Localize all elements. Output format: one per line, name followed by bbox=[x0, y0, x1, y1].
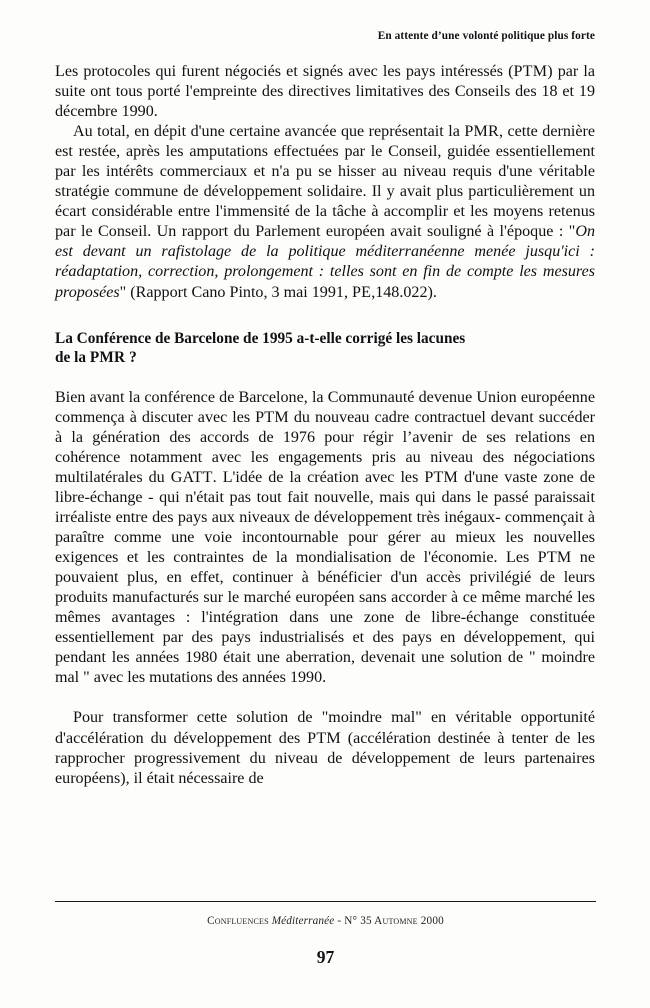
paragraph-au-total-text-3: " (Rapport Cano Pinto, 3 mai 1991, bbox=[119, 283, 352, 301]
paragraph-pour-transformer bbox=[55, 708, 595, 788]
paragraph-pour-transformer-text-2: (accélération destinée à tenter de les rapprocher progressivement du niveau de développement de leurs partenaires européens), il était nécessaire de bbox=[55, 729, 595, 787]
paragraph-protocols-text-1: Les protocoles qui furent négociés et signés avec les pays intéressés ( bbox=[55, 63, 514, 80]
running-head: En attente d’une volonté politique plus forte bbox=[377, 30, 595, 42]
paragraph-bien-avant-text-1: Bien avant la conférence de Barcelone, la Communauté devenue Union européenne commença à discuter avec les bbox=[55, 388, 595, 426]
paragraph-au-total bbox=[55, 122, 595, 302]
paragraph-bien-avant-text-2: du nouveau cadre contractuel devant succéder à la génération des accords de 1976 pour régir l’avenir de ses relations en cohérence notamment avec les engagements pris au niveau des négociations multilatérales du bbox=[55, 408, 595, 486]
abbr-pmr: PMR bbox=[464, 123, 499, 141]
paragraph-protocols-text-2: ) par la suite ont tous porté l'empreinte des directives limitatives des Conseils des 18 et 19 décembre 1990. bbox=[55, 63, 595, 121]
abbr-ptm-4: PTM bbox=[307, 729, 341, 747]
page-number: 97 bbox=[316, 947, 335, 967]
section-heading-line-2-suffix: ? bbox=[125, 349, 137, 367]
quotation-cano-pinto: On est devant un rafistolage de la politique méditerranéenne menée jusqu'ici : réadaptation, correction, prolongement : telles sont en fin de compte les mesures proposées bbox=[55, 223, 595, 301]
abbr-ptm-1: PTM bbox=[255, 408, 289, 426]
paragraph-pour-transformer-text-1: Pour transformer cette solution de "moindre mal" en véritable opportunité d'accélération du développement des bbox=[55, 709, 595, 747]
paragraph-protocols bbox=[55, 62, 595, 122]
footer-citation bbox=[55, 915, 596, 928]
abbr-ptm-3: PTM bbox=[537, 549, 572, 567]
paragraph-au-total-text-1: Au total, en dépit d'une certaine avancée que représentait la bbox=[73, 123, 465, 141]
section-heading-line-2-prefix: de la bbox=[55, 349, 90, 367]
paragraph-bien-avant-text-3: . L'idée de la création avec les bbox=[212, 468, 425, 486]
abbr-ptm: PTM bbox=[513, 63, 548, 80]
paragraph-au-total-text-2: , cette dernière est restée, après les amputations effectuées par le Conseil, guidée essentiellement par les intérêts commerciaux et n'a pu se hisser au niveau requis d'une véritable stratégie commune de développement solidaire. Il y avait plus particulièrement un écart considérable entre l'immensité de la tâche à accomplir et les moyens retenus par le Conseil. Un rapport du Parlement européen avait souligné à l'époque : " bbox=[55, 123, 596, 241]
footer-issue-info: - N° 35 Automne 2000 bbox=[337, 915, 444, 927]
paragraph-au-total-text-4: ,148.022). bbox=[371, 283, 437, 301]
footer-journal-subtitle: Méditerranée bbox=[271, 915, 335, 927]
paragraph-bien-avant-text-5: ne pouvaient plus, en effet, continuer à bénéficier d'un accès privilégié de leurs produits manufacturés sur le marché européen sans accorder à ce même marché les mêmes avantages : l'intégration dans une zone de libre-échange constituée essentiellement par des pays industrialisés et des pays en développement, qui pendant les années 1980 était une aberration, devenait une solution de " moindre mal " avec les mutations des années 1990. bbox=[55, 549, 595, 687]
footer-divider bbox=[55, 901, 596, 902]
section-heading bbox=[55, 329, 595, 368]
paragraph-bien-avant bbox=[55, 388, 595, 689]
text-column bbox=[55, 62, 595, 789]
footer-journal-name: Confluences bbox=[207, 915, 269, 927]
section-heading-block bbox=[55, 329, 595, 368]
paragraph-bien-avant-text-4: d'une vaste zone de libre-échange - qui n'était pas tout fait nouvelle, mais qui dans le passé paraissait irréaliste entre des pays aux niveaux de développement très inégaux- commençait à paraître comme une voie incontournable pour gérer au mieux les nouvelles exigences et les contraintes de la mondialisation de l'économie. Les bbox=[55, 468, 595, 567]
abbr-gatt: GATT bbox=[170, 468, 213, 486]
abbr-ptm-2: PTM bbox=[424, 468, 459, 486]
section-heading-abbr-pmr: PMR bbox=[89, 349, 126, 367]
section-heading-line-1: La Conférence de Barcelone de 1995 a-t-elle corrigé les lacunes bbox=[55, 329, 466, 347]
abbr-pe: PE bbox=[352, 283, 372, 301]
